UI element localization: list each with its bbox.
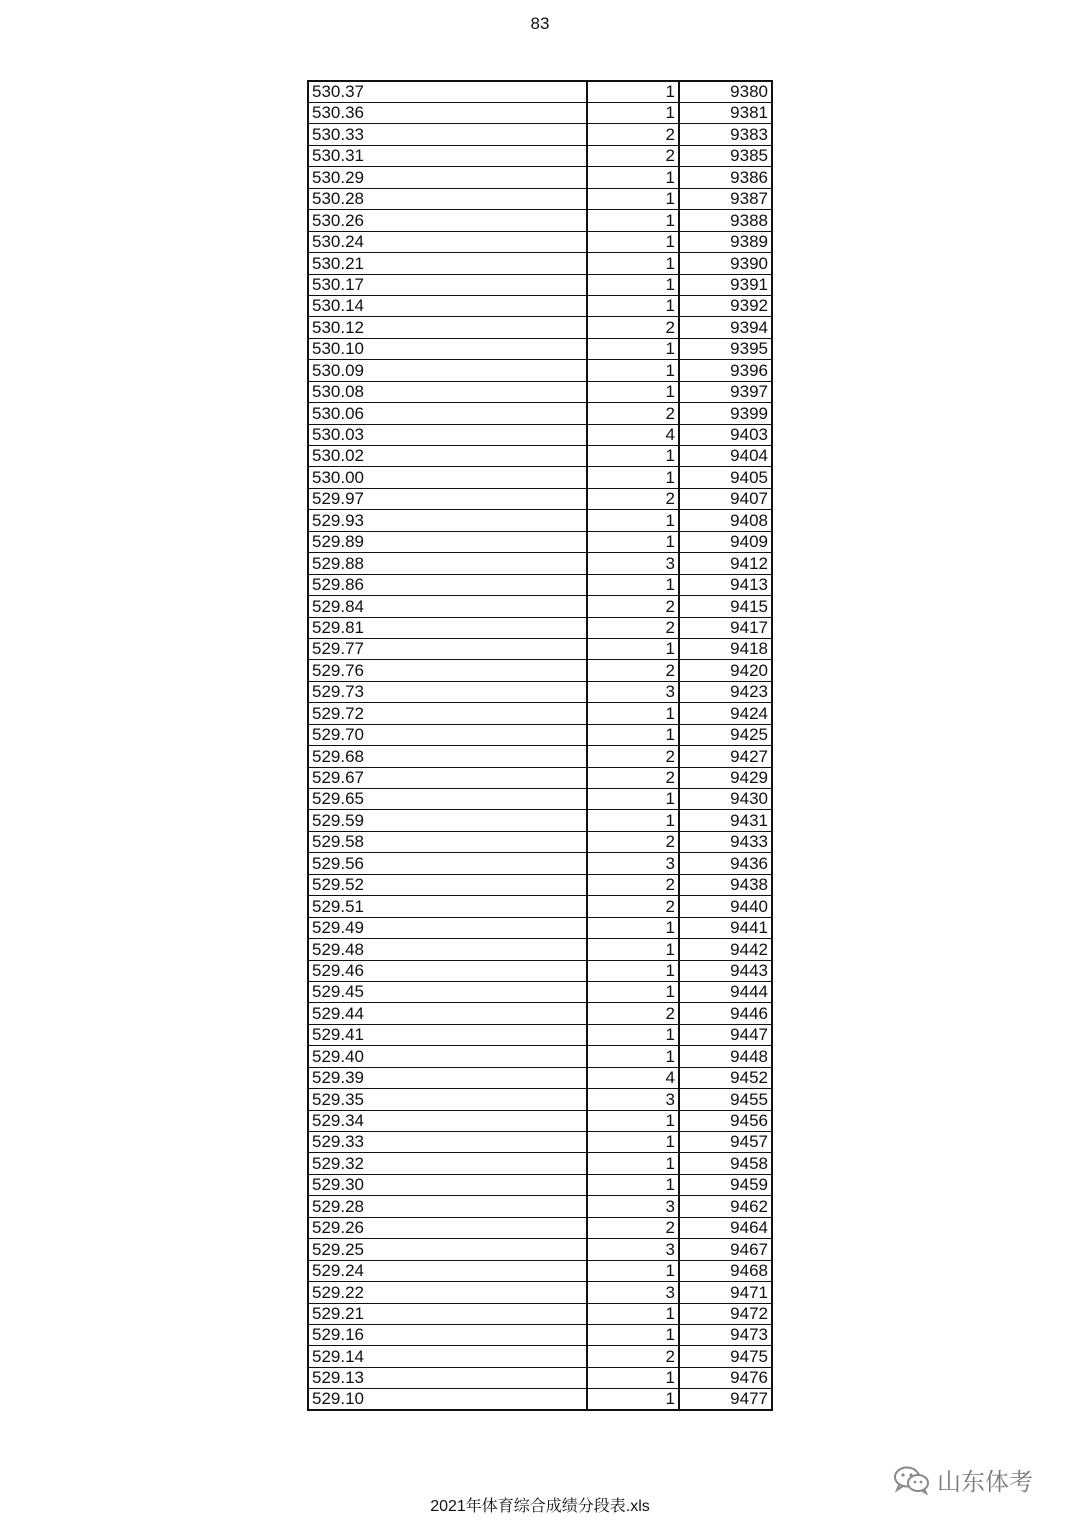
score-cell: 530.31 <box>308 145 587 166</box>
score-cell: 530.17 <box>308 274 587 295</box>
score-cell: 529.30 <box>308 1174 587 1195</box>
table-row <box>308 724 772 745</box>
table-row <box>308 767 772 788</box>
score-cell: 529.72 <box>308 703 587 724</box>
count-cell: 1 <box>587 1110 679 1131</box>
score-cell: 529.56 <box>308 853 587 874</box>
count-cell: 1 <box>587 1260 679 1281</box>
cumulative-cell: 9468 <box>679 1260 772 1281</box>
cumulative-cell: 9457 <box>679 1132 772 1153</box>
count-cell: 2 <box>587 1346 679 1367</box>
table-row <box>308 939 772 960</box>
score-cell: 529.67 <box>308 767 587 788</box>
score-cell: 530.10 <box>308 338 587 359</box>
table-row <box>308 638 772 659</box>
cumulative-cell: 9473 <box>679 1324 772 1345</box>
score-cell: 530.33 <box>308 124 587 145</box>
table-row <box>308 1217 772 1238</box>
cumulative-cell: 9438 <box>679 874 772 895</box>
count-cell: 3 <box>587 1282 679 1303</box>
cumulative-cell: 9452 <box>679 1067 772 1088</box>
score-cell: 530.29 <box>308 167 587 188</box>
table-row <box>308 145 772 166</box>
table-row <box>308 1153 772 1174</box>
cumulative-cell: 9446 <box>679 1003 772 1024</box>
cumulative-cell: 9385 <box>679 145 772 166</box>
score-cell: 529.40 <box>308 1046 587 1067</box>
count-cell: 1 <box>587 917 679 938</box>
table-row <box>308 1174 772 1195</box>
table-row <box>308 317 772 338</box>
count-cell: 2 <box>587 124 679 145</box>
count-cell: 1 <box>587 574 679 595</box>
table-row <box>308 381 772 402</box>
count-cell: 1 <box>587 1153 679 1174</box>
score-cell: 529.14 <box>308 1346 587 1367</box>
score-cell: 529.68 <box>308 746 587 767</box>
cumulative-cell: 9403 <box>679 424 772 445</box>
score-cell: 530.03 <box>308 424 587 445</box>
count-cell: 1 <box>587 167 679 188</box>
cumulative-cell: 9396 <box>679 360 772 381</box>
count-cell: 1 <box>587 231 679 252</box>
score-cell: 529.33 <box>308 1132 587 1153</box>
cumulative-cell: 9472 <box>679 1303 772 1324</box>
cumulative-cell: 9459 <box>679 1174 772 1195</box>
cumulative-cell: 9417 <box>679 617 772 638</box>
cumulative-cell: 9389 <box>679 231 772 252</box>
count-cell: 2 <box>587 1003 679 1024</box>
score-cell: 530.09 <box>308 360 587 381</box>
cumulative-cell: 9475 <box>679 1346 772 1367</box>
count-cell: 3 <box>587 681 679 702</box>
table-row <box>308 703 772 724</box>
cumulative-cell: 9386 <box>679 167 772 188</box>
score-cell: 529.70 <box>308 724 587 745</box>
table-row <box>308 1324 772 1345</box>
score-cell: 529.46 <box>308 960 587 981</box>
cumulative-cell: 9381 <box>679 103 772 124</box>
count-cell: 2 <box>587 746 679 767</box>
count-cell: 1 <box>587 1367 679 1388</box>
score-cell: 529.21 <box>308 1303 587 1324</box>
score-cell: 530.36 <box>308 103 587 124</box>
cumulative-cell: 9444 <box>679 981 772 1002</box>
count-cell: 1 <box>587 274 679 295</box>
table-row <box>308 531 772 552</box>
count-cell: 1 <box>587 981 679 1002</box>
count-cell: 1 <box>587 703 679 724</box>
score-cell: 529.39 <box>308 1067 587 1088</box>
score-cell: 529.97 <box>308 488 587 509</box>
watermark-text: 山东体考 <box>937 1469 1033 1496</box>
score-cell: 529.73 <box>308 681 587 702</box>
count-cell: 3 <box>587 1239 679 1260</box>
score-cell: 529.22 <box>308 1282 587 1303</box>
table-row <box>308 274 772 295</box>
table-row <box>308 1067 772 1088</box>
table-row <box>308 981 772 1002</box>
cumulative-cell: 9388 <box>679 210 772 231</box>
table-row <box>308 510 772 531</box>
count-cell: 1 <box>587 81 679 103</box>
table-row <box>308 960 772 981</box>
count-cell: 1 <box>587 103 679 124</box>
count-cell: 2 <box>587 767 679 788</box>
cumulative-cell: 9394 <box>679 317 772 338</box>
cumulative-cell: 9395 <box>679 338 772 359</box>
cumulative-cell: 9387 <box>679 188 772 209</box>
table-row <box>308 81 772 103</box>
score-cell: 530.24 <box>308 231 587 252</box>
cumulative-cell: 9456 <box>679 1110 772 1131</box>
cumulative-cell: 9392 <box>679 295 772 316</box>
score-cell: 530.26 <box>308 210 587 231</box>
score-cell: 529.93 <box>308 510 587 531</box>
cumulative-cell: 9476 <box>679 1367 772 1388</box>
score-cell: 529.89 <box>308 531 587 552</box>
table-row <box>308 596 772 617</box>
count-cell: 3 <box>587 853 679 874</box>
count-cell: 3 <box>587 553 679 574</box>
count-cell: 1 <box>587 381 679 402</box>
cumulative-cell: 9448 <box>679 1046 772 1067</box>
table-row <box>308 789 772 810</box>
cumulative-cell: 9471 <box>679 1282 772 1303</box>
score-cell: 529.32 <box>308 1153 587 1174</box>
cumulative-cell: 9383 <box>679 124 772 145</box>
table-row <box>308 874 772 895</box>
count-cell: 2 <box>587 403 679 424</box>
cumulative-cell: 9405 <box>679 467 772 488</box>
score-cell: 529.88 <box>308 553 587 574</box>
watermark <box>893 1462 1033 1497</box>
count-cell: 1 <box>587 960 679 981</box>
count-cell: 1 <box>587 1024 679 1045</box>
score-cell: 529.49 <box>308 917 587 938</box>
table-row <box>308 103 772 124</box>
score-cell: 530.08 <box>308 381 587 402</box>
table-row <box>308 253 772 274</box>
cumulative-cell: 9399 <box>679 403 772 424</box>
table-row <box>308 446 772 467</box>
table-row <box>308 403 772 424</box>
count-cell: 4 <box>587 1067 679 1088</box>
score-cell: 529.81 <box>308 617 587 638</box>
page-number: 83 <box>530 14 550 33</box>
count-cell: 1 <box>587 638 679 659</box>
score-cell: 529.77 <box>308 638 587 659</box>
table-row <box>308 1024 772 1045</box>
count-cell: 1 <box>587 1174 679 1195</box>
score-cell: 530.12 <box>308 317 587 338</box>
count-cell: 2 <box>587 617 679 638</box>
count-cell: 2 <box>587 831 679 852</box>
count-cell: 1 <box>587 210 679 231</box>
count-cell: 4 <box>587 424 679 445</box>
score-cell: 529.45 <box>308 981 587 1002</box>
cumulative-cell: 9430 <box>679 789 772 810</box>
score-cell: 529.51 <box>308 896 587 917</box>
table-row <box>308 1260 772 1281</box>
score-cell: 529.84 <box>308 596 587 617</box>
table-row <box>308 1282 772 1303</box>
table-row <box>308 1089 772 1110</box>
count-cell: 1 <box>587 1389 679 1411</box>
score-cell: 529.13 <box>308 1367 587 1388</box>
count-cell: 2 <box>587 596 679 617</box>
count-cell: 2 <box>587 896 679 917</box>
count-cell: 2 <box>587 317 679 338</box>
cumulative-cell: 9413 <box>679 574 772 595</box>
table-row <box>308 917 772 938</box>
cumulative-cell: 9477 <box>679 1389 772 1411</box>
table-row <box>308 660 772 681</box>
footer-filename: 2021年体育综合成绩分段表.xls <box>430 1498 650 1515</box>
score-cell: 529.86 <box>308 574 587 595</box>
count-cell: 1 <box>587 295 679 316</box>
count-cell: 1 <box>587 360 679 381</box>
cumulative-cell: 9408 <box>679 510 772 531</box>
score-cell: 529.24 <box>308 1260 587 1281</box>
score-cell: 529.65 <box>308 789 587 810</box>
cumulative-cell: 9427 <box>679 746 772 767</box>
score-cell: 529.52 <box>308 874 587 895</box>
table-row <box>308 1003 772 1024</box>
count-cell: 1 <box>587 1303 679 1324</box>
cumulative-cell: 9409 <box>679 531 772 552</box>
cumulative-cell: 9412 <box>679 553 772 574</box>
cumulative-cell: 9407 <box>679 488 772 509</box>
score-cell: 529.59 <box>308 810 587 831</box>
table-row <box>308 167 772 188</box>
count-cell: 1 <box>587 467 679 488</box>
count-cell: 2 <box>587 660 679 681</box>
cumulative-cell: 9423 <box>679 681 772 702</box>
table-row <box>308 295 772 316</box>
count-cell: 2 <box>587 145 679 166</box>
count-cell: 1 <box>587 939 679 960</box>
count-cell: 1 <box>587 1046 679 1067</box>
table-row <box>308 488 772 509</box>
cumulative-cell: 9431 <box>679 810 772 831</box>
cumulative-cell: 9441 <box>679 917 772 938</box>
score-cell: 529.28 <box>308 1196 587 1217</box>
score-cell: 529.16 <box>308 1324 587 1345</box>
table-row <box>308 124 772 145</box>
cumulative-cell: 9458 <box>679 1153 772 1174</box>
table-body <box>308 81 772 1410</box>
count-cell: 1 <box>587 724 679 745</box>
cumulative-cell: 9440 <box>679 896 772 917</box>
table-row <box>308 574 772 595</box>
cumulative-cell: 9464 <box>679 1217 772 1238</box>
count-cell: 1 <box>587 188 679 209</box>
score-cell: 529.76 <box>308 660 587 681</box>
table-row <box>308 424 772 445</box>
score-cell: 529.35 <box>308 1089 587 1110</box>
cumulative-cell: 9443 <box>679 960 772 981</box>
cumulative-cell: 9447 <box>679 1024 772 1045</box>
score-cell: 529.48 <box>308 939 587 960</box>
cumulative-cell: 9425 <box>679 724 772 745</box>
table-row <box>308 210 772 231</box>
cumulative-cell: 9391 <box>679 274 772 295</box>
table-row <box>308 1239 772 1260</box>
count-cell: 2 <box>587 1217 679 1238</box>
table-row <box>308 188 772 209</box>
count-cell: 1 <box>587 338 679 359</box>
cumulative-cell: 9420 <box>679 660 772 681</box>
table-row <box>308 338 772 359</box>
cumulative-cell: 9462 <box>679 1196 772 1217</box>
cumulative-cell: 9415 <box>679 596 772 617</box>
cumulative-cell: 9455 <box>679 1089 772 1110</box>
count-cell: 1 <box>587 789 679 810</box>
score-cell: 530.28 <box>308 188 587 209</box>
count-cell: 2 <box>587 874 679 895</box>
table-row <box>308 853 772 874</box>
table-row <box>308 1110 772 1131</box>
count-cell: 2 <box>587 488 679 509</box>
table-row <box>308 896 772 917</box>
cumulative-cell: 9380 <box>679 81 772 103</box>
cumulative-cell: 9433 <box>679 831 772 852</box>
score-cell: 529.44 <box>308 1003 587 1024</box>
score-cell: 530.14 <box>308 295 587 316</box>
score-distribution-table <box>307 80 773 1411</box>
cumulative-cell: 9418 <box>679 638 772 659</box>
count-cell: 1 <box>587 1324 679 1345</box>
table-row <box>308 746 772 767</box>
cumulative-cell: 9467 <box>679 1239 772 1260</box>
score-cell: 530.21 <box>308 253 587 274</box>
cumulative-cell: 9424 <box>679 703 772 724</box>
count-cell: 3 <box>587 1196 679 1217</box>
score-cell: 530.06 <box>308 403 587 424</box>
score-cell: 529.10 <box>308 1389 587 1411</box>
wechat-icon <box>893 1465 931 1495</box>
table-row <box>308 1367 772 1388</box>
table-row <box>308 1132 772 1153</box>
table-row <box>308 1389 772 1411</box>
table-row <box>308 617 772 638</box>
table-row <box>308 467 772 488</box>
cumulative-cell: 9436 <box>679 853 772 874</box>
table-row <box>308 831 772 852</box>
cumulative-cell: 9404 <box>679 446 772 467</box>
table-row <box>308 360 772 381</box>
table-row <box>308 553 772 574</box>
cumulative-cell: 9442 <box>679 939 772 960</box>
score-cell: 530.00 <box>308 467 587 488</box>
score-cell: 530.37 <box>308 81 587 103</box>
cumulative-cell: 9429 <box>679 767 772 788</box>
table-row <box>308 231 772 252</box>
score-cell: 530.02 <box>308 446 587 467</box>
count-cell: 1 <box>587 531 679 552</box>
cumulative-cell: 9390 <box>679 253 772 274</box>
cumulative-cell: 9397 <box>679 381 772 402</box>
count-cell: 1 <box>587 810 679 831</box>
count-cell: 1 <box>587 446 679 467</box>
count-cell: 1 <box>587 510 679 531</box>
table-row <box>308 1196 772 1217</box>
count-cell: 1 <box>587 253 679 274</box>
table-row <box>308 1046 772 1067</box>
count-cell: 1 <box>587 1132 679 1153</box>
count-cell: 3 <box>587 1089 679 1110</box>
score-cell: 529.25 <box>308 1239 587 1260</box>
table-row <box>308 1303 772 1324</box>
score-cell: 529.58 <box>308 831 587 852</box>
score-cell: 529.26 <box>308 1217 587 1238</box>
table-row <box>308 810 772 831</box>
score-cell: 529.34 <box>308 1110 587 1131</box>
table-row <box>308 681 772 702</box>
score-cell: 529.41 <box>308 1024 587 1045</box>
table-row <box>308 1346 772 1367</box>
